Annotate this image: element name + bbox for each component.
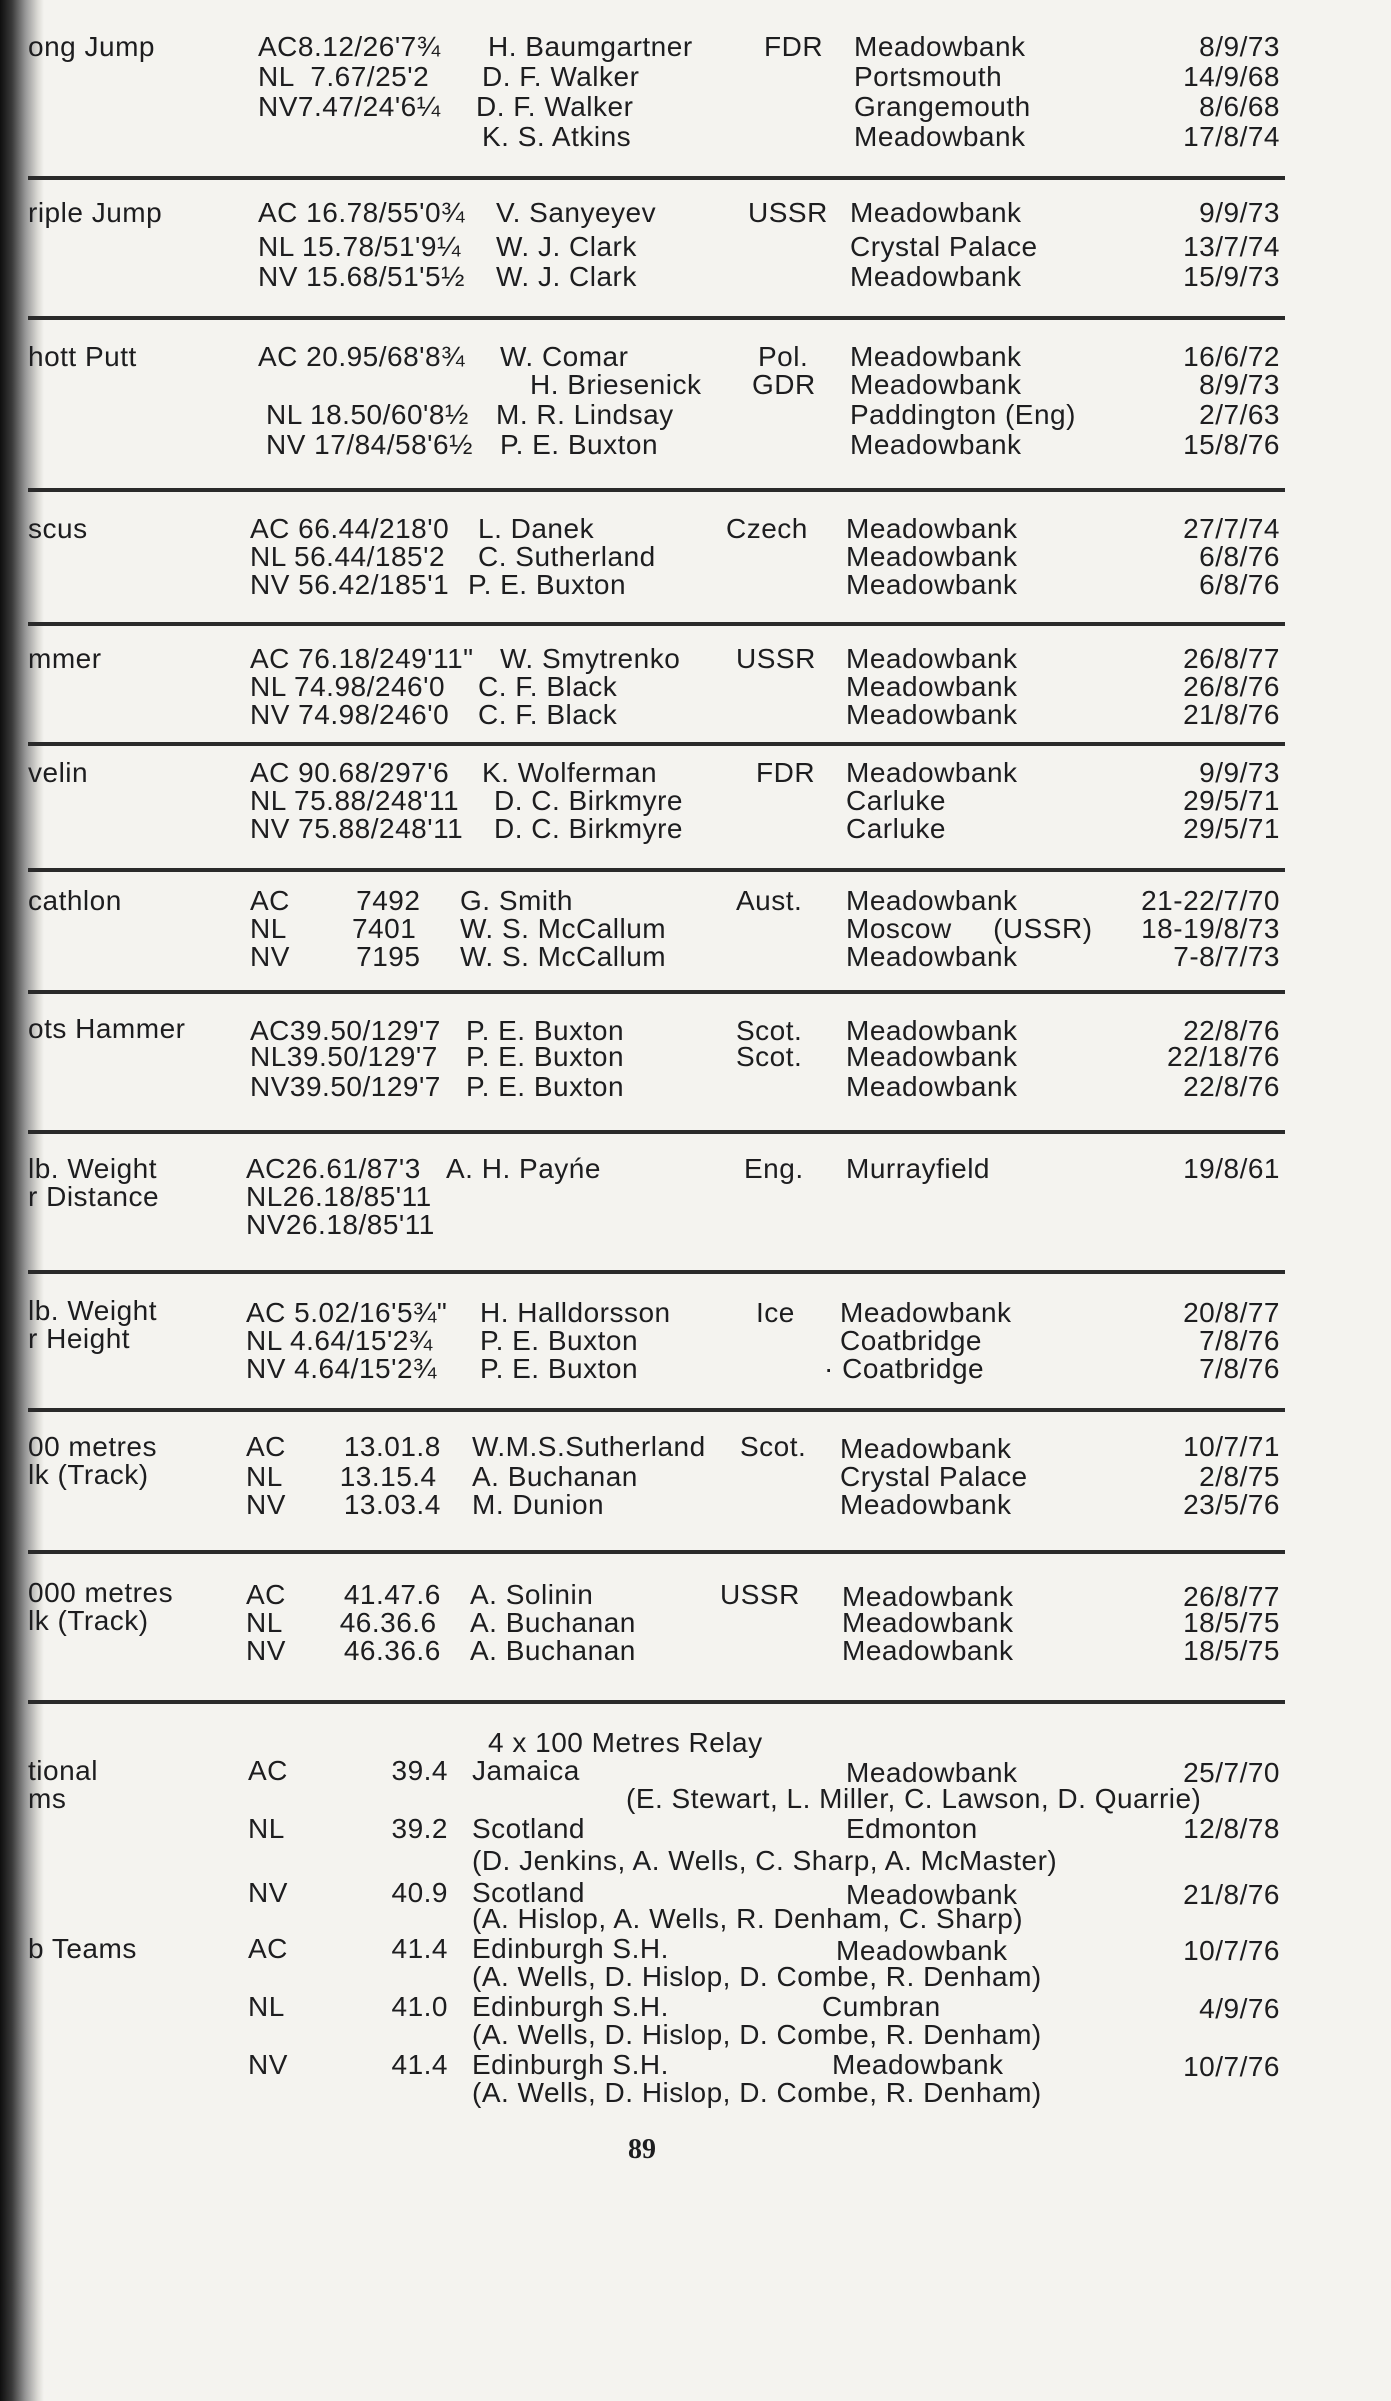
record-date: 9/9/73 (1199, 197, 1280, 228)
record-code: AC (248, 1933, 288, 1964)
relay-title: 4 x 100 Metres Relay (488, 1727, 763, 1758)
record-date: 10/7/76 (1183, 1935, 1280, 1966)
nationality: USSR (748, 197, 828, 228)
record-mark: NL 46.36.6 (246, 1607, 437, 1638)
record-mark: NV 75.88/248'11 (250, 813, 464, 844)
record-mark: NL 4.64/15'2¾ (246, 1325, 433, 1356)
section-divider (28, 1130, 1285, 1134)
record-mark: NL 74.98/246'0 (250, 671, 446, 702)
event-name: 00 metres (28, 1431, 157, 1462)
athlete-name: M. Dunion (472, 1489, 605, 1520)
athlete-name: L. Danek (478, 513, 595, 544)
record-date: 23/5/76 (1183, 1489, 1280, 1520)
athlete-name: A. Buchanan (470, 1607, 636, 1638)
athlete-name: A. H. Payńe (446, 1153, 601, 1184)
record-date: 25/7/70 (1183, 1757, 1280, 1788)
record-date: 12/8/78 (1183, 1813, 1280, 1844)
page-number: 89 (628, 2134, 656, 2165)
record-mark: NL 56.44/185'2 (250, 541, 446, 572)
record-mark: NL 15.78/51'9¼ (258, 231, 461, 262)
nationality: FDR (764, 31, 824, 62)
record-date: 26/8/77 (1183, 643, 1280, 674)
record-date: 8/6/68 (1199, 91, 1280, 122)
event-name: cathlon (28, 885, 122, 916)
record-mark: NL 75.88/248'11 (250, 785, 460, 816)
record-mark: NV 74.98/246'0 (250, 699, 450, 730)
event-name-line2: lk (Track) (28, 1459, 149, 1490)
record-date: 15/9/73 (1183, 261, 1280, 292)
venue: Meadowbank (850, 261, 1022, 292)
record-date: 26/8/76 (1183, 671, 1280, 702)
athlete-name: P. E. Buxton (480, 1353, 639, 1384)
venue: Meadowbank (850, 429, 1022, 460)
venue: Meadowbank (846, 699, 1018, 730)
nationality: Aust. (736, 885, 803, 916)
nationality: Pol. (758, 341, 809, 372)
relay-team-members: (A. Wells, D. Hislop, D. Combe, R. Denham) (472, 1961, 1042, 1992)
venue: Crystal Palace (850, 231, 1038, 262)
venue: Meadowbank (850, 341, 1022, 372)
section-divider (28, 1270, 1285, 1274)
record-mark: AC 5.02/16'5¾" (246, 1297, 448, 1328)
venue: Meadowbank (842, 1607, 1014, 1638)
venue: Meadowbank (846, 643, 1018, 674)
athlete-name: K. S. Atkins (482, 121, 632, 152)
event-name: scus (28, 513, 88, 544)
venue: · Coatbridge (824, 1353, 985, 1384)
record-date: 18/5/75 (1183, 1607, 1280, 1638)
nationality: FDR (756, 757, 816, 788)
athlete-name: W.M.S.Sutherland (472, 1431, 706, 1462)
section-divider (28, 742, 1285, 746)
record-date: 29/5/71 (1183, 785, 1280, 816)
record-mark: AC 76.18/249'11" (250, 643, 474, 674)
record-date: 2/7/63 (1199, 399, 1280, 430)
record-date: 8/9/73 (1199, 369, 1280, 400)
record-mark: NL 13.15.4 (246, 1461, 437, 1492)
venue: Meadowbank (854, 121, 1026, 152)
relay-time: 40.9 (391, 1877, 448, 1908)
record-date: 22/8/76 (1183, 1015, 1280, 1046)
record-mark: NV 4.64/15'2¾ (246, 1353, 437, 1384)
venue: Meadowbank (846, 1757, 1018, 1788)
record-date: 4/9/76 (1199, 1993, 1280, 2024)
record-date: 20/8/77 (1183, 1297, 1280, 1328)
venue: Meadowbank (840, 1433, 1012, 1464)
athlete-name: C. Sutherland (478, 541, 656, 572)
record-mark: NV 46.36.6 (246, 1635, 441, 1666)
record-mark: NV39.50/129'7 (250, 1071, 441, 1102)
record-mark: AC 66.44/218'0 (250, 513, 450, 544)
record-date: 15/8/76 (1183, 429, 1280, 460)
relay-national-label: tional (28, 1755, 98, 1786)
athlete-name: K. Wolferman (482, 757, 658, 788)
event-name: 000 metres (28, 1577, 174, 1608)
record-mark: NL26.18/85'11 (246, 1181, 432, 1212)
record-date: 6/8/76 (1199, 541, 1280, 572)
relay-national-label-line2: ms (28, 1783, 67, 1814)
event-name: mmer (28, 643, 102, 674)
athlete-name: A. Buchanan (472, 1461, 638, 1492)
record-date: 7-8/7/73 (1173, 941, 1280, 972)
venue: Meadowbank (842, 1635, 1014, 1666)
venue: Meadowbank (846, 1071, 1018, 1102)
section-divider (28, 868, 1285, 872)
relay-time: 39.4 (391, 1755, 448, 1786)
relay-team-members: (A. Wells, D. Hislop, D. Combe, R. Denham) (472, 2019, 1042, 2050)
relay-team-members: (A. Hislop, A. Wells, R. Denham, C. Sharp) (472, 1903, 1024, 1934)
venue: Cumbran (822, 1991, 941, 2022)
record-mark: NV 15.68/51'5½ (258, 261, 465, 292)
relay-team-members: (A. Wells, D. Hislop, D. Combe, R. Denham) (472, 2077, 1042, 2108)
relay-team: Scotland (472, 1877, 585, 1908)
event-name-line2: r Distance (28, 1181, 160, 1212)
record-mark: NV 56.42/185'1 (250, 569, 450, 600)
record-date: 2/8/75 (1199, 1461, 1280, 1492)
record-date: 10/7/71 (1183, 1431, 1280, 1462)
athlete-name: A. Buchanan (470, 1635, 636, 1666)
record-mark: NL 18.50/60'8½ (266, 399, 469, 430)
venue: Carluke (846, 813, 946, 844)
section-divider (28, 990, 1285, 994)
venue: Meadowbank (846, 941, 1018, 972)
section-divider (28, 176, 1285, 180)
record-mark: AC 20.95/68'8¾ (258, 341, 465, 372)
event-name-line2: lk (Track) (28, 1605, 149, 1636)
athlete-name: G. Smith (460, 885, 573, 916)
venue: Meadowbank (846, 671, 1018, 702)
athlete-name: D. F. Walker (476, 91, 634, 122)
event-name: lb. Weight (28, 1153, 157, 1184)
record-date: 21-22/7/70 (1141, 885, 1280, 916)
relay-team: Edinburgh S.H. (472, 1991, 669, 2022)
nationality: Scot. (740, 1431, 807, 1462)
nationality: GDR (752, 369, 816, 400)
athlete-name: H. Briesenick (530, 369, 702, 400)
record-date: 13/7/74 (1183, 231, 1280, 262)
venue: Meadowbank (854, 31, 1026, 62)
nationality: USSR (736, 643, 816, 674)
record-mark: AC 7492 (250, 885, 421, 916)
athlete-name: D. C. Birkmyre (494, 813, 683, 844)
athlete-name: C. F. Black (478, 671, 618, 702)
record-code: NV (248, 2049, 288, 2080)
record-code: AC (248, 1755, 288, 1786)
venue: Meadowbank (846, 1879, 1018, 1910)
venue: Meadowbank (846, 1015, 1018, 1046)
venue: Meadowbank (846, 1041, 1018, 1072)
venue: Crystal Palace (840, 1461, 1028, 1492)
athlete-name: D. F. Walker (482, 61, 640, 92)
section-divider (28, 1700, 1285, 1704)
record-date: 21/8/76 (1183, 699, 1280, 730)
record-date: 18/5/75 (1183, 1635, 1280, 1666)
record-mark: NV7.47/24'6¼ (258, 91, 441, 122)
record-date: 18-19/8/73 (1141, 913, 1280, 944)
nationality: Czech (726, 513, 808, 544)
record-date: 26/8/77 (1183, 1581, 1280, 1612)
athlete-name: V. Sanyeyev (496, 197, 657, 228)
venue: Meadowbank (832, 2049, 1004, 2080)
relay-time: 41.4 (391, 1933, 448, 1964)
athlete-name: W. Smytrenko (500, 643, 681, 674)
venue: Meadowbank (846, 513, 1018, 544)
record-code: NV (248, 1877, 288, 1908)
relay-team-members: (E. Stewart, L. Miller, C. Lawson, D. Quarrie) (626, 1783, 1202, 1814)
record-mark: AC 13.01.8 (246, 1431, 441, 1462)
athlete-name: P. E. Buxton (500, 429, 659, 460)
athlete-name: H. Halldorsson (480, 1297, 671, 1328)
venue: Carluke (846, 785, 946, 816)
venue: Meadowbank (846, 757, 1018, 788)
venue: Meadowbank (846, 885, 1018, 916)
nationality: Ice (756, 1297, 795, 1328)
venue: Paddington (Eng) (850, 399, 1076, 430)
section-divider (28, 1408, 1285, 1412)
relay-team: Scotland (472, 1813, 585, 1844)
venue: Meadowbank (846, 541, 1018, 572)
venue: Grangemouth (854, 91, 1031, 122)
relay-time: 39.2 (391, 1813, 448, 1844)
section-divider (28, 488, 1285, 492)
athlete-name: D. C. Birkmyre (494, 785, 683, 816)
nationality: Scot. (736, 1041, 803, 1072)
athlete-name: W. J. Clark (496, 261, 637, 292)
record-mark: AC 16.78/55'0¾ (258, 197, 465, 228)
section-divider (28, 316, 1285, 320)
record-date: 21/8/76 (1183, 1879, 1280, 1910)
venue: Meadowbank (850, 197, 1022, 228)
relay-team-members: (D. Jenkins, A. Wells, C. Sharp, A. McMaster) (472, 1845, 1058, 1876)
athlete-name: C. F. Black (478, 699, 618, 730)
venue: Meadowbank (850, 369, 1022, 400)
venue: Murrayfield (846, 1153, 990, 1184)
relay-time: 41.0 (391, 1991, 448, 2022)
athlete-name: W. S. McCallum (460, 913, 667, 944)
section-divider (28, 622, 1285, 626)
record-mark: NV 17/84/58'6½ (266, 429, 473, 460)
record-date: 22/18/76 (1167, 1041, 1280, 1072)
record-date: 6/8/76 (1199, 569, 1280, 600)
record-date: 16/6/72 (1183, 341, 1280, 372)
venue: Edmonton (846, 1813, 978, 1844)
venue: Meadowbank (840, 1489, 1012, 1520)
record-mark: NL39.50/129'7 (250, 1041, 438, 1072)
record-mark: NV 7195 (250, 941, 421, 972)
record-mark: NV 13.03.4 (246, 1489, 441, 1520)
event-name: riple Jump (28, 197, 163, 228)
event-name: ong Jump (28, 31, 155, 62)
record-date: 22/8/76 (1183, 1071, 1280, 1102)
record-mark: NL 7.67/25'2 (258, 61, 430, 92)
event-name: lb. Weight (28, 1295, 157, 1326)
relay-time: 41.4 (391, 2049, 448, 2080)
record-mark: AC 90.68/297'6 (250, 757, 450, 788)
record-date: 8/9/73 (1199, 31, 1280, 62)
athlete-name: P. E. Buxton (466, 1041, 625, 1072)
athlete-name: P. E. Buxton (466, 1071, 625, 1102)
athlete-name: A. Solinin (470, 1579, 594, 1610)
record-date: 9/9/73 (1199, 757, 1280, 788)
event-name: velin (28, 757, 89, 788)
event-name-line2: r Height (28, 1323, 131, 1354)
venue: Meadowbank (836, 1935, 1008, 1966)
nationality: Eng. (744, 1153, 804, 1184)
athlete-name: H. Baumgartner (488, 31, 693, 62)
venue: Meadowbank (840, 1297, 1012, 1328)
event-name: ots Hammer (28, 1013, 186, 1044)
record-date: 27/7/74 (1183, 513, 1280, 544)
venue: Moscow (USSR) (846, 913, 1093, 944)
record-date: 7/8/76 (1199, 1353, 1280, 1384)
relay-team: Edinburgh S.H. (472, 2049, 669, 2080)
relay-club-label: b Teams (28, 1933, 137, 1964)
record-mark: AC39.50/129'7 (250, 1015, 441, 1046)
athlete-name: P. E. Buxton (468, 569, 627, 600)
record-code: NL (248, 1991, 285, 2022)
event-name: hott Putt (28, 341, 137, 372)
athlete-name: W. Comar (500, 341, 629, 372)
venue: Coatbridge (840, 1325, 982, 1356)
record-date: 29/5/71 (1183, 813, 1280, 844)
venue: Meadowbank (842, 1581, 1014, 1612)
record-code: NL (248, 1813, 285, 1844)
record-mark: NV26.18/85'11 (246, 1209, 435, 1240)
venue: Portsmouth (854, 61, 1003, 92)
record-mark: AC8.12/26'7¾ (258, 31, 441, 62)
relay-team: Edinburgh S.H. (472, 1933, 669, 1964)
athlete-name: M. R. Lindsay (496, 399, 674, 430)
record-date: 17/8/74 (1183, 121, 1280, 152)
athlete-name: W. S. McCallum (460, 941, 667, 972)
record-date: 14/9/68 (1183, 61, 1280, 92)
nationality: Scot. (736, 1015, 803, 1046)
record-date: 19/8/61 (1183, 1153, 1280, 1184)
relay-team: Jamaica (472, 1755, 580, 1786)
record-date: 10/7/76 (1183, 2051, 1280, 2082)
section-divider (28, 1550, 1285, 1554)
venue: Meadowbank (846, 569, 1018, 600)
record-date: 7/8/76 (1199, 1325, 1280, 1356)
athlete-name: P. E. Buxton (480, 1325, 639, 1356)
record-mark: AC26.61/87'3 (246, 1153, 421, 1184)
nationality: USSR (720, 1579, 800, 1610)
athlete-name: W. J. Clark (496, 231, 637, 262)
record-mark: AC 41.47.6 (246, 1579, 441, 1610)
athlete-name: P. E. Buxton (466, 1015, 625, 1046)
record-mark: NL 7401 (250, 913, 417, 944)
